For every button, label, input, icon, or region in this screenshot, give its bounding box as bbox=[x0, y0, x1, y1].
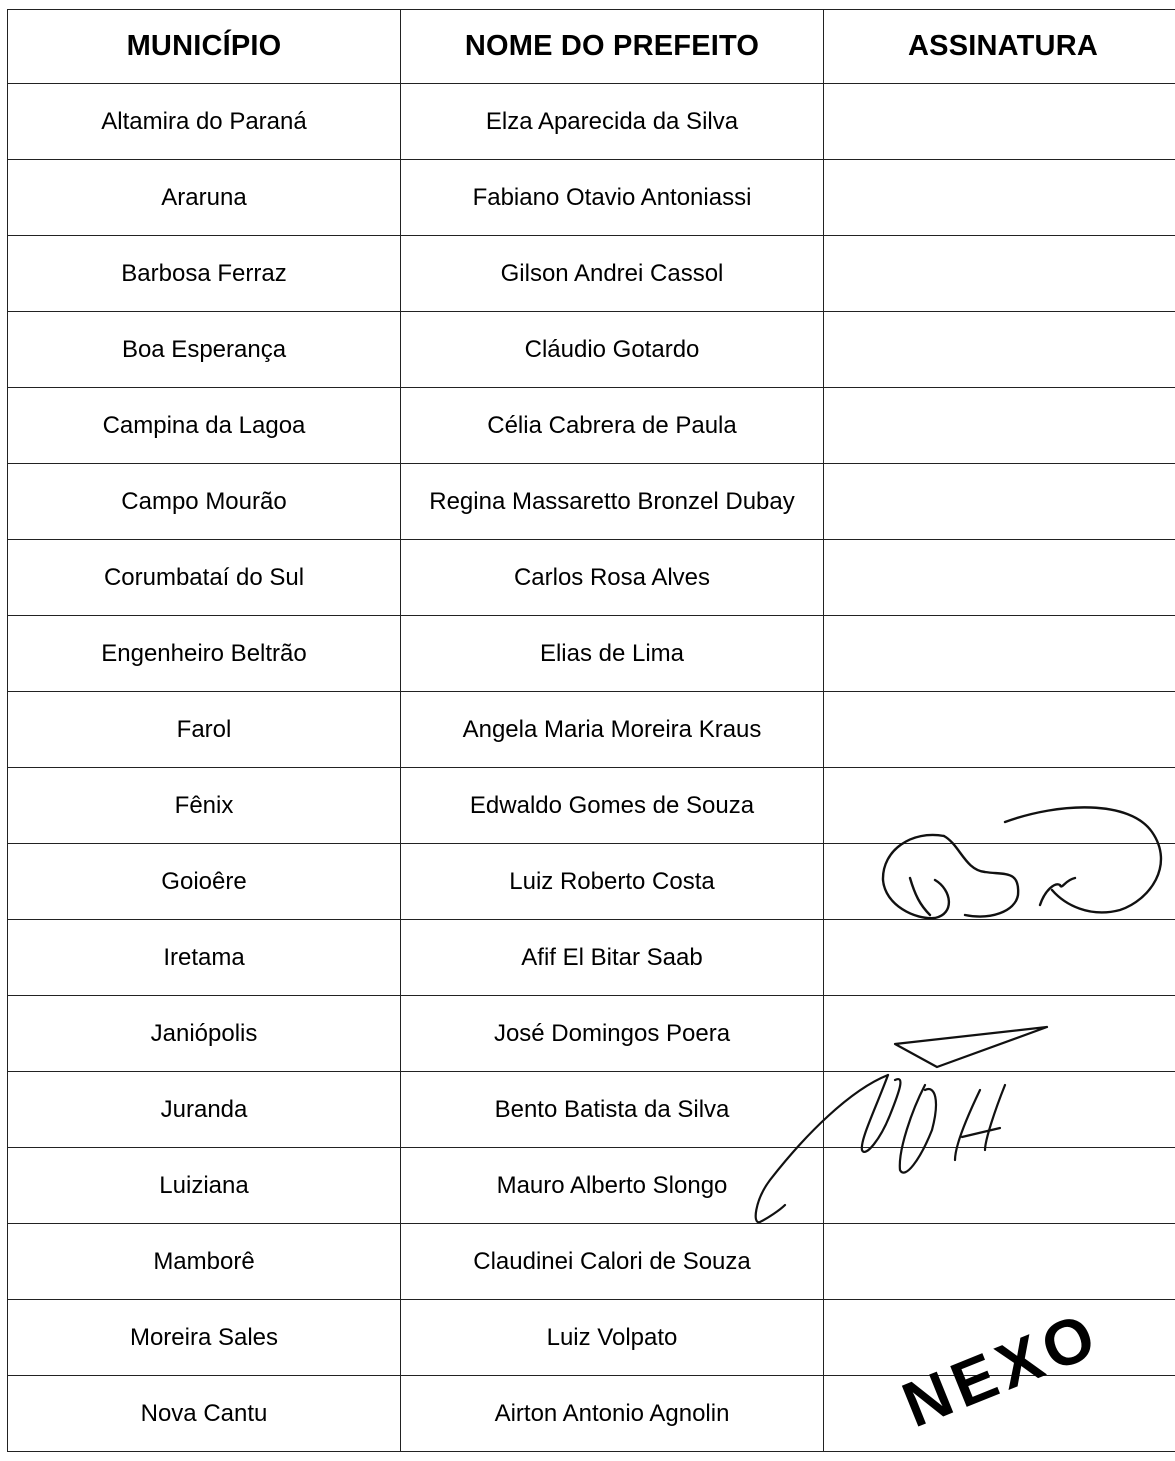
prefeito-cell: Célia Cabrera de Paula bbox=[401, 388, 824, 464]
assinatura-cell[interactable] bbox=[824, 540, 1175, 616]
table-body bbox=[8, 84, 1175, 1452]
table-row bbox=[8, 920, 1175, 996]
municipio-cell: Janiópolis bbox=[8, 996, 401, 1072]
prefeito-cell: Gilson Andrei Cassol bbox=[401, 236, 824, 312]
assinatura-cell[interactable] bbox=[824, 312, 1175, 388]
municipio-cell: Barbosa Ferraz bbox=[8, 236, 401, 312]
table-row bbox=[8, 844, 1175, 920]
assinatura-cell[interactable] bbox=[824, 1224, 1175, 1300]
table-row bbox=[8, 388, 1175, 464]
column-header-municipio: MUNICÍPIO bbox=[8, 10, 401, 84]
municipio-cell: Campina da Lagoa bbox=[8, 388, 401, 464]
table-header-row bbox=[8, 10, 1175, 84]
assinatura-cell[interactable] bbox=[824, 768, 1175, 844]
table-row bbox=[8, 1072, 1175, 1148]
assinatura-cell[interactable] bbox=[824, 1148, 1175, 1224]
table-row bbox=[8, 160, 1175, 236]
assinatura-cell[interactable] bbox=[824, 920, 1175, 996]
municipio-cell: Iretama bbox=[8, 920, 401, 996]
prefeito-cell: José Domingos Poera bbox=[401, 996, 824, 1072]
assinatura-cell[interactable] bbox=[824, 236, 1175, 312]
prefeito-cell: Carlos Rosa Alves bbox=[401, 540, 824, 616]
municipio-cell: Campo Mourão bbox=[8, 464, 401, 540]
table-row bbox=[8, 84, 1175, 160]
prefeito-cell: Claudinei Calori de Souza bbox=[401, 1224, 824, 1300]
municipio-cell: Mamborê bbox=[8, 1224, 401, 1300]
prefeito-cell: Cláudio Gotardo bbox=[401, 312, 824, 388]
assinatura-cell[interactable] bbox=[824, 84, 1175, 160]
municipio-cell: Corumbataí do Sul bbox=[8, 540, 401, 616]
table-row bbox=[8, 692, 1175, 768]
prefeito-cell: Fabiano Otavio Antoniassi bbox=[401, 160, 824, 236]
table-row bbox=[8, 768, 1175, 844]
table-row bbox=[8, 1148, 1175, 1224]
column-header-assinatura: ASSINATURA bbox=[824, 10, 1175, 84]
prefeito-cell: Luiz Roberto Costa bbox=[401, 844, 824, 920]
assinatura-cell[interactable] bbox=[824, 464, 1175, 540]
prefeito-cell: Regina Massaretto Bronzel Dubay bbox=[401, 464, 824, 540]
table-row bbox=[8, 1224, 1175, 1300]
prefeito-cell: Luiz Volpato bbox=[401, 1300, 824, 1376]
assinatura-cell[interactable] bbox=[824, 616, 1175, 692]
table-row bbox=[8, 312, 1175, 388]
prefeito-cell: Mauro Alberto Slongo bbox=[401, 1148, 824, 1224]
prefeito-cell: Edwaldo Gomes de Souza bbox=[401, 768, 824, 844]
assinatura-cell[interactable] bbox=[824, 844, 1175, 920]
assinatura-cell[interactable] bbox=[824, 996, 1175, 1072]
prefeito-cell: Bento Batista da Silva bbox=[401, 1072, 824, 1148]
prefeito-cell: Angela Maria Moreira Kraus bbox=[401, 692, 824, 768]
municipio-cell: Moreira Sales bbox=[8, 1300, 401, 1376]
table-row bbox=[8, 540, 1175, 616]
municipio-cell: Fênix bbox=[8, 768, 401, 844]
stamp-annex: NEXO bbox=[892, 1297, 1111, 1442]
assinatura-cell[interactable] bbox=[824, 1072, 1175, 1148]
municipio-cell: Boa Esperança bbox=[8, 312, 401, 388]
table-row bbox=[8, 464, 1175, 540]
assinatura-cell[interactable] bbox=[824, 692, 1175, 768]
municipio-cell: Juranda bbox=[8, 1072, 401, 1148]
municipio-cell: Farol bbox=[8, 692, 401, 768]
municipio-cell: Araruna bbox=[8, 160, 401, 236]
assinatura-cell[interactable] bbox=[824, 160, 1175, 236]
municipio-cell: Luiziana bbox=[8, 1148, 401, 1224]
municipio-cell: Altamira do Paraná bbox=[8, 84, 401, 160]
signature-table bbox=[7, 9, 1175, 1452]
prefeito-cell: Airton Antonio Agnolin bbox=[401, 1376, 824, 1452]
prefeito-cell: Elias de Lima bbox=[401, 616, 824, 692]
municipio-cell: Nova Cantu bbox=[8, 1376, 401, 1452]
municipio-cell: Engenheiro Beltrão bbox=[8, 616, 401, 692]
prefeito-cell: Elza Aparecida da Silva bbox=[401, 84, 824, 160]
table-row bbox=[8, 996, 1175, 1072]
table-row bbox=[8, 236, 1175, 312]
column-header-nome-do-prefeito: NOME DO PREFEITO bbox=[401, 10, 824, 84]
table-row bbox=[8, 616, 1175, 692]
municipio-cell: Goioêre bbox=[8, 844, 401, 920]
prefeito-cell: Afif El Bitar Saab bbox=[401, 920, 824, 996]
assinatura-cell[interactable] bbox=[824, 388, 1175, 464]
